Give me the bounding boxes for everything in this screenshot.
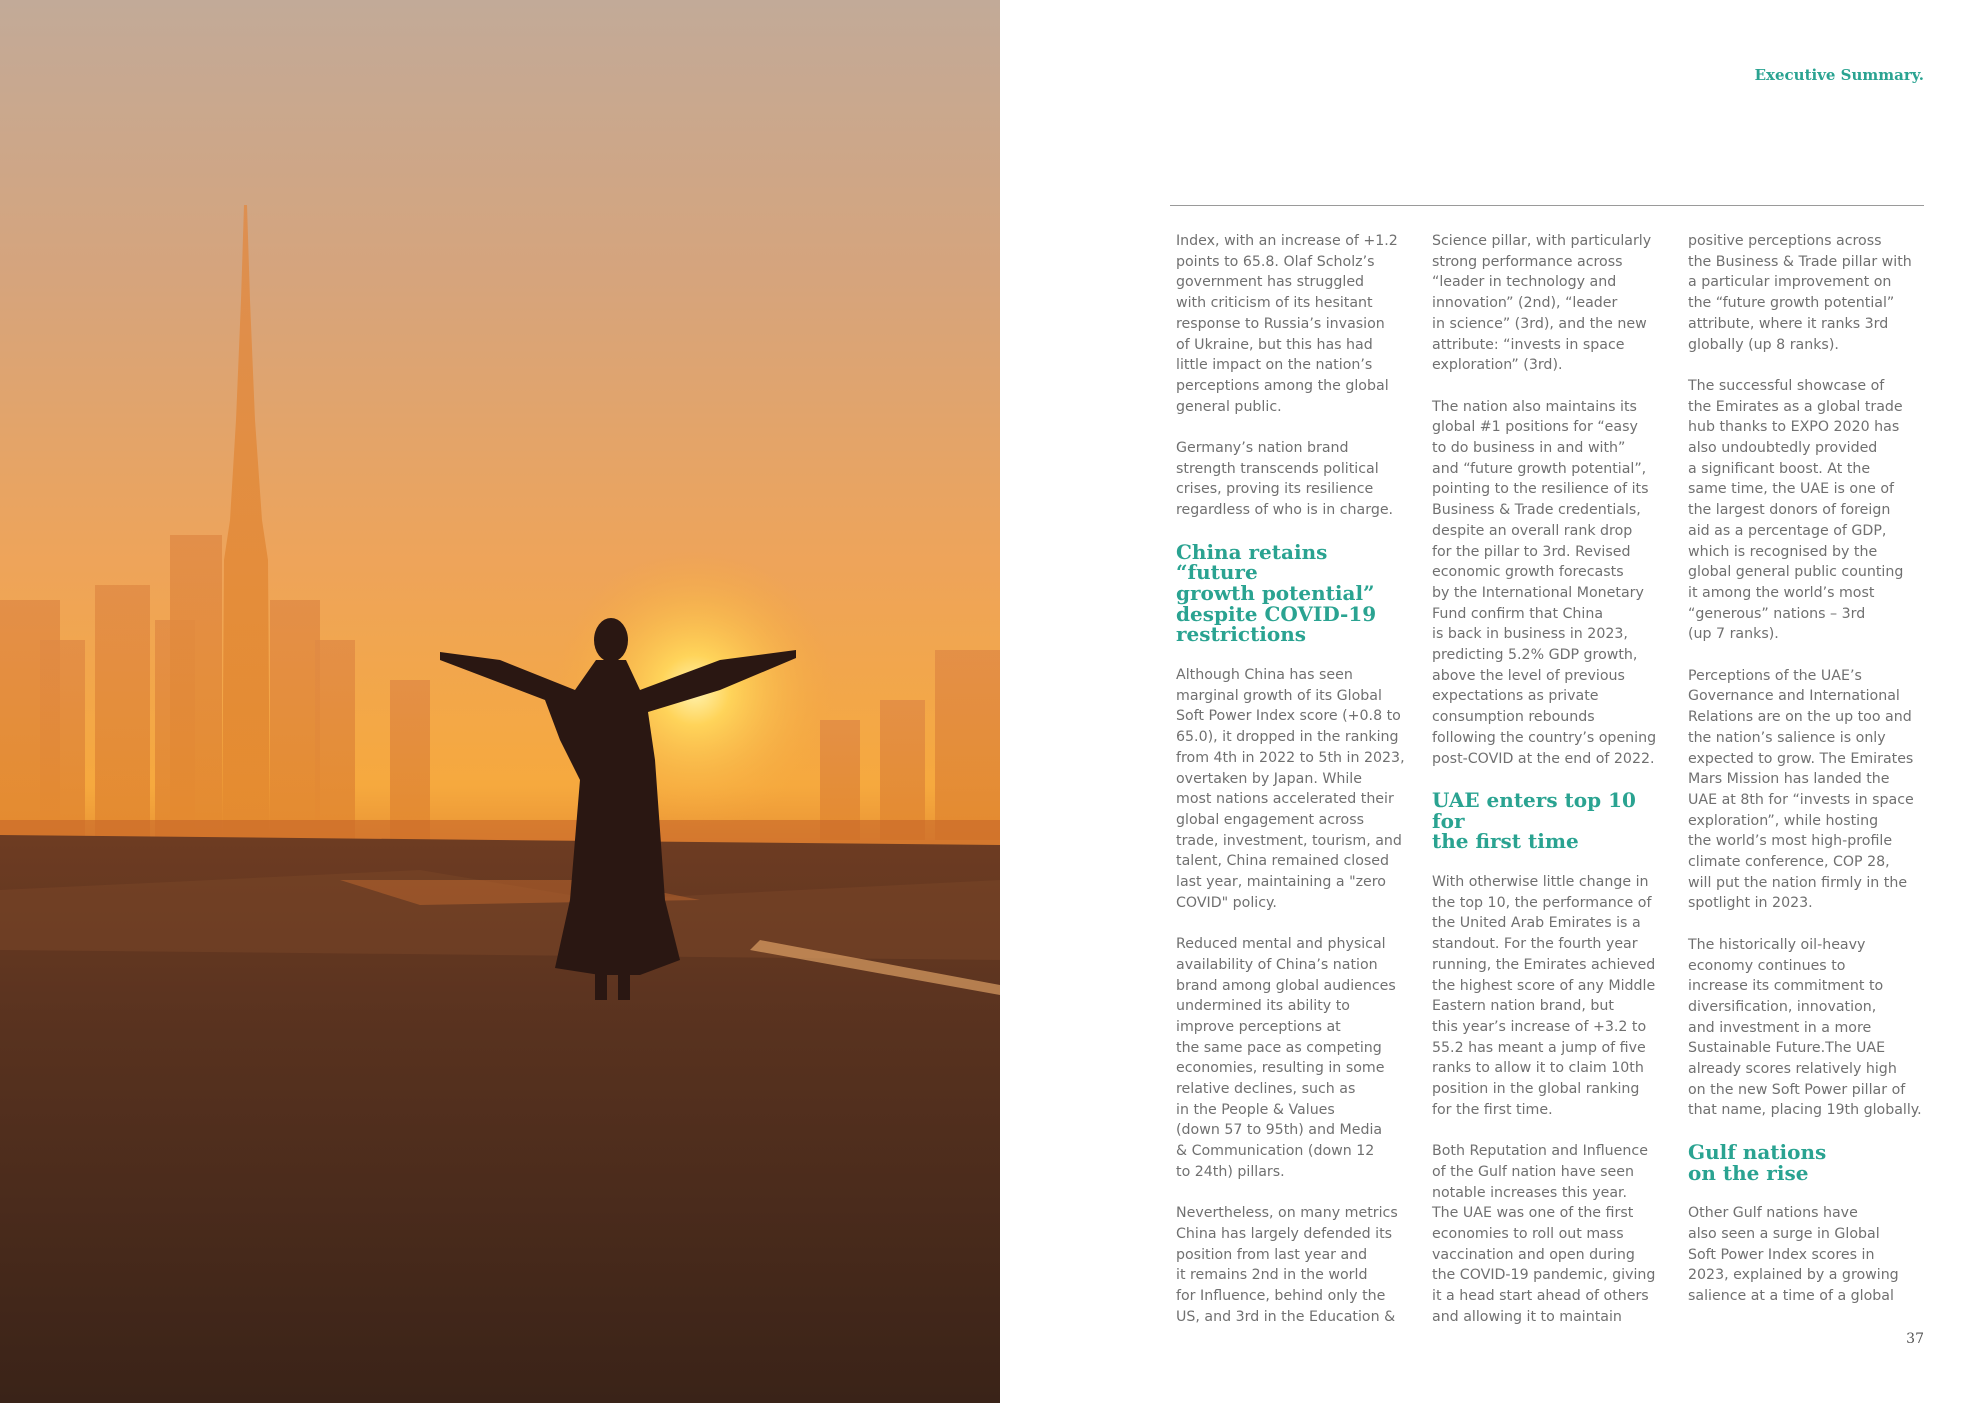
body-paragraph: The historically oil-heavy economy continues to increase its commitment to diversification, innovation, and investment in a more Sustainable Future.The UAE already scores relatively high on the new Soft Power pillar of that name, placing 19th globally. bbox=[1688, 936, 1922, 1119]
body-paragraph: Perceptions of the UAE’s Governance and International Relations are on the up too and the nation’s salience is only expected to grow. The Emirates Mars Mission has landed the UAE at 8th for “invests in space exploration”, while hosting the world’s most high-profile climate conference, COP 28, will put the nation firmly in the spotlight in 2023. bbox=[1688, 667, 1914, 912]
body-paragraph: With otherwise little change in the top 10, the performance of the United Arab Emirates is a standout. For the fourth year running, the Emirates achieved the highest score of any Middle Eastern nation brand, but this year’s increase of +3.2 to 55.2 has meant a jump of five ranks to allow it to claim 10th position in the global ranking for the first time. bbox=[1432, 874, 1656, 1118]
body-paragraph: Both Reputation and Influence of the Gulf nation have seen notable increases this year. The UAE was one of the first economies to roll out mass vaccination and open during the COVID-19 pandemic, giving it a head start ahead of others and allowing it to maintain bbox=[1432, 1143, 1656, 1325]
body-paragraph: The nation also maintains its global #1 positions for “easy to do business in and with” and “future growth potential”, pointing to the resilience of its Business & Trade credentials, despite an overall rank drop for the pillar to 3rd. Revised economic growth forecasts by the International Monetary Fund confirm that China is back in business in 2023, predicting 5.2% GDP growth, above the level of previous expectations as private consumption rebounds following the country’s opening post-COVID at the end of 2022. bbox=[1432, 398, 1657, 767]
text-page bbox=[1000, 0, 1984, 1403]
text-columns bbox=[1176, 231, 1924, 1325]
body-paragraph: positive perceptions across the Business & Trade pillar with a particular improvement on the “future growth potential” attribute, where it ranks 3rd globally (up 8 ranks). bbox=[1688, 233, 1912, 353]
text-column-1 bbox=[1176, 231, 1412, 1325]
section-heading: China retains “future growth potential” despite COVID-19 restrictions bbox=[1176, 539, 1377, 647]
section-heading: Gulf nations on the rise bbox=[1688, 1139, 1827, 1185]
body-paragraph: Other Gulf nations have also seen a surge in Global Soft Power Index scores in 2023, explained by a growing salience at a time of a global bbox=[1688, 1205, 1899, 1305]
body-paragraph: Science pillar, with particularly strong performance across “leader in technology and innovation” (2nd), “leader in science” (3rd), and the new attribute: “invests in space exploration” (3rd). bbox=[1432, 233, 1652, 374]
page-number: 37 bbox=[1906, 1331, 1924, 1347]
section-title: Executive Summary. bbox=[1754, 66, 1924, 84]
body-paragraph: The successful showcase of the Emirates as a global trade hub thanks to EXPO 2020 has also undoubtedly provided a significant boost. At the same time, the UAE is one of the largest donors of foreign aid as a percentage of GDP, which is recognised by the global general public counting it among the world’s most “generous” nations – 3rd (up 7 ranks). bbox=[1688, 377, 1904, 643]
body-paragraph: Nevertheless, on many metrics China has largely defended its position from last year and it remains 2nd in the world for Influence, behind only the US, and 3rd in the Education & bbox=[1176, 1205, 1398, 1325]
section-heading: UAE enters top 10 for the first time bbox=[1432, 787, 1636, 854]
body-paragraph: Germany’s nation brand strength transcends political crises, proving its resilience regardless of who is in charge. bbox=[1176, 440, 1394, 519]
header-divider bbox=[1170, 205, 1924, 206]
text-column-2 bbox=[1432, 231, 1668, 1325]
body-paragraph: Although China has seen marginal growth of its Global Soft Power Index score (+0.8 to 65.0), it dropped in the ranking from 4th in 2022 to 5th in 2023, overtaken by Japan. While most nations accelerated their global engagement across trade, investment, tourism, and talent, China remained closed last year, maintaining a "zero COVID" policy. bbox=[1176, 667, 1405, 911]
text-column-3 bbox=[1688, 231, 1924, 1316]
body-paragraph: Index, with an increase of +1.2 points to 65.8. Olaf Scholz’s government has struggled with criticism of its hesitant response to Russia’s invasion of Ukraine, but this has had little impact on the nation’s perceptions among the global general public. bbox=[1176, 233, 1398, 415]
body-paragraph: Reduced mental and physical availability of China’s nation brand among global audiences undermined its ability to improve perceptions at the same pace as competing economies, resulting in some relative declines, such as in the People & Values (down 57 to 95th) and Media & Communication (down 12 to 24th) pillars. bbox=[1176, 936, 1396, 1180]
